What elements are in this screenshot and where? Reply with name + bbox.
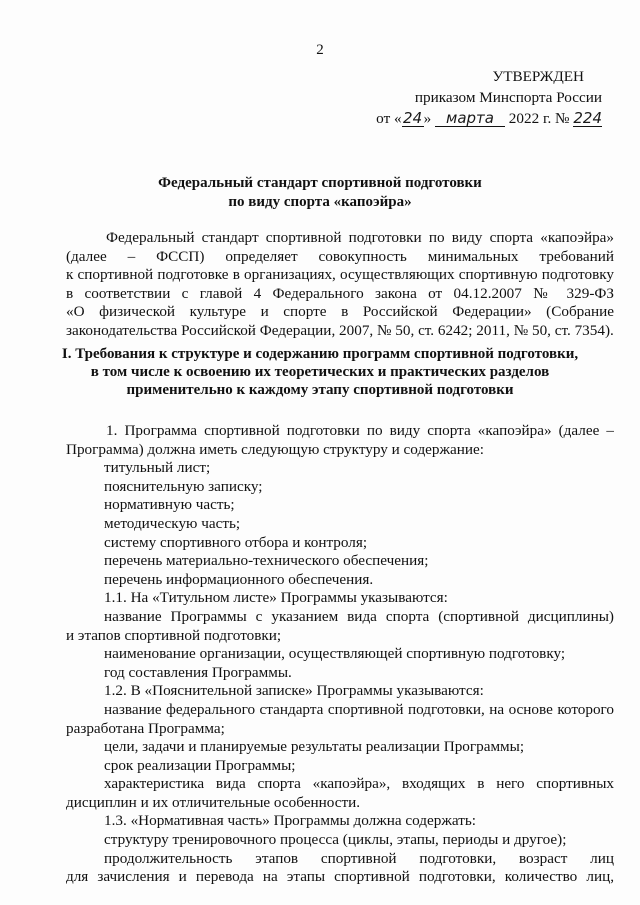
body-line: нормативную часть; bbox=[104, 496, 235, 514]
body-line: продолжительность этапов спортивной подготовки, возраст лиц bbox=[104, 849, 614, 867]
approval-title: УТВЕРЖДЕН bbox=[492, 68, 584, 85]
intro-line: в соответствии с главой 4 Федерального закона от 04.12.2007 № 329-ФЗ bbox=[66, 284, 614, 302]
body-line: и этапов спортивной подготовки; bbox=[66, 626, 282, 644]
approval-month-handwritten: марта bbox=[435, 110, 505, 127]
body-line: дисциплин и их отличительные особенности. bbox=[66, 793, 361, 811]
body-line: год составления Программы. bbox=[104, 663, 292, 681]
body-line: характеристика вида спорта «капоэйра», входящих в него спортивных bbox=[104, 775, 614, 793]
approval-number-handwritten: 224 bbox=[573, 109, 602, 127]
body-line: название федерального стандарта спортивной подготовки, на основе которого bbox=[104, 700, 614, 718]
intro-line: (далее – ФССП) определяет совокупность минимальных требований bbox=[66, 247, 614, 265]
title-line-2: по виду спорта «капоэйра» bbox=[228, 194, 412, 210]
body-line: структуру тренировочного процесса (циклы, этапы, периоды и другое); bbox=[104, 831, 567, 849]
body-line: срок реализации Программы; bbox=[104, 756, 296, 774]
body-line: цели, задачи и планируемые результаты реализации Программы; bbox=[104, 738, 525, 756]
body-line: 1. Программа спортивной подготовки по виду спорта «капоэйра» (далее – bbox=[106, 422, 614, 439]
approval-quote-close: » bbox=[423, 110, 432, 127]
approval-order: приказом Минспорта России bbox=[414, 89, 602, 106]
body-line: разработана Программа; bbox=[66, 719, 225, 737]
approval-from: от « bbox=[376, 110, 402, 127]
body-line: 1.1. На «Титульном листе» Программы указываются: bbox=[104, 589, 448, 607]
body-line: титульный лист; bbox=[104, 459, 211, 477]
body-line: 1.3. «Нормативная часть» Программы должна содержать: bbox=[104, 812, 476, 830]
body-line: пояснительную записку; bbox=[104, 477, 263, 495]
body-line: систему спортивного отбора и контроля; bbox=[104, 533, 368, 551]
title-line-1: Федеральный стандарт спортивной подготовки bbox=[158, 175, 482, 191]
intro-paragraph bbox=[66, 229, 614, 341]
section-line-1: I. Требования к структуре и содержанию программ спортивной подготовки, bbox=[61, 346, 579, 362]
approval-date-line bbox=[376, 108, 602, 129]
intro-line: законодательства Российской Федерации, 2007, № 50, ст. 6242; 2011, № 50, ст. 7354). bbox=[66, 321, 614, 339]
body-line: наименование организации, осуществляющей спортивную подготовку; bbox=[104, 645, 566, 663]
body-line: перечень материально-технического обеспечения; bbox=[104, 552, 429, 570]
intro-line: «О физической культуре и спорте в Российской Федерации» (Собрание bbox=[66, 303, 614, 321]
body-line: методическую часть; bbox=[104, 514, 241, 532]
body-line: 1.2. В «Пояснительной записке» Программы указываются: bbox=[104, 682, 484, 700]
page-number: 2 bbox=[316, 42, 324, 58]
section-line-3: применительно к каждому этапу спортивной подготовки bbox=[126, 382, 514, 398]
approval-block bbox=[376, 66, 602, 129]
body-line: Программа) должна иметь следующую структуру и содержание: bbox=[66, 440, 484, 458]
document-title bbox=[0, 174, 640, 212]
body-line: название Программы с указанием вида спорта (спортивной дисциплины) bbox=[104, 607, 614, 625]
approval-year: 2022 г. № bbox=[508, 110, 570, 127]
intro-line: к спортивной подготовке в организациях, осуществляющих спортивную подготовку bbox=[66, 266, 614, 284]
body-line: для зачисления и перевода на этапы спортивной подготовки, количество лиц, bbox=[66, 868, 614, 886]
body-line: перечень информационного обеспечения. bbox=[104, 570, 374, 588]
body-text bbox=[66, 422, 614, 887]
approval-day-handwritten: 24 bbox=[403, 109, 423, 127]
section-heading bbox=[0, 345, 640, 399]
intro-line: Федеральный стандарт спортивной подготовки по виду спорта «капоэйра» bbox=[106, 229, 614, 246]
section-line-2: в том числе к освоению их теоретических и практических разделов bbox=[90, 364, 550, 380]
